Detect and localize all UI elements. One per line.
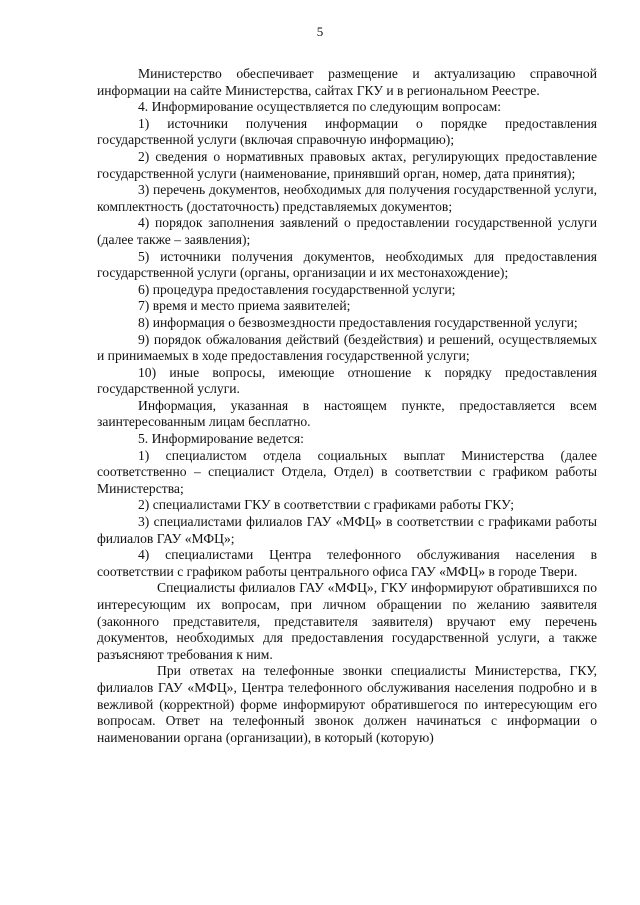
paragraph: Информация, указанная в настоящем пункте, предоставляется всем заинтересованным лицам бесплатно.: [97, 397, 597, 430]
list-item: 4) порядок заполнения заявлений о предоставлении государственной услуги (далее также – заявления);: [97, 215, 597, 247]
list-item: 2) специалистами ГКУ в соответствии с графиками работы ГКУ;: [138, 497, 514, 513]
list-item: 9) порядок обжалования действий (бездействия) и решений, осуществляемых и принимаемых в ходе предоставления государственной услуги;: [97, 331, 597, 364]
paragraph: 5. Информирование ведется:: [138, 431, 304, 447]
list-item: 2) сведения о нормативных правовых актах, регулирующих предоставление государственной услуги (наименование, принявший орган, номер, дата принятия);: [97, 148, 597, 181]
list-item: 7) время и место приема заявителей;: [138, 298, 351, 314]
paragraph: Специалисты филиалов ГАУ «МФЦ», ГКУ информируют обратившихся по интересующим их вопросам, при личном обращении по желанию заявителя (законного представителя, представителя заявителя) вручают ему перечень документов, необходимых для предоставления государственной услуги, а также разъясняют требования к ним.: [97, 580, 597, 662]
list-item: 8) информация о безвозмездности предоставления государственной услуги;: [138, 314, 578, 330]
list-item: 1) источники получения информации о порядке предоставления государственной услуги (включая справочную информацию);: [97, 115, 597, 148]
list-item: 4) специалистами Центра телефонного обслуживания населения в соответствии с графиком работы центрального офиса ГАУ «МФЦ» в городе Твери.: [97, 547, 597, 579]
paragraph: Министерство обеспечивает размещение и актуализацию справочной информации на сайте Министерства, сайтах ГКУ и в региональном Реестре.: [97, 66, 597, 98]
list-item: 3) перечень документов, необходимых для получения государственной услуги, комплектность (достаточность) представляемых документов;: [97, 182, 597, 214]
paragraph: При ответах на телефонные звонки специалисты Министерства, ГКУ, филиалов ГАУ «МФЦ», Центра телефонного обслуживания населения подробно и в вежливой (корректной) форме информируют обратившегося по интересующим его вопросам. Ответ на телефонный звонок должен начинаться с информации о наименовании органа (организации), в который (которую): [97, 663, 597, 745]
list-item: 6) процедура предоставления государственной услуги;: [138, 281, 456, 297]
paragraph: 4. Информирование осуществляется по следующим вопросам:: [138, 99, 502, 115]
list-item: 3) специалистами филиалов ГАУ «МФЦ» в соответствии с графиками работы филиалов ГАУ «МФЦ»;: [97, 514, 597, 546]
page-number: 5: [316, 24, 324, 39]
list-item: 1) специалистом отдела социальных выплат Министерства (далее соответственно – специалист Отдела, Отдел) в соответствии с графиком работы Министерства;: [97, 447, 597, 496]
list-item: 10) иные вопросы, имеющие отношение к порядку предоставления государственной услуги.: [97, 364, 597, 397]
list-item: 5) источники получения документов, необходимых для предоставления государственной услуги (органы, организации и их местонахождение);: [97, 248, 597, 281]
body-text: [97, 66, 597, 746]
